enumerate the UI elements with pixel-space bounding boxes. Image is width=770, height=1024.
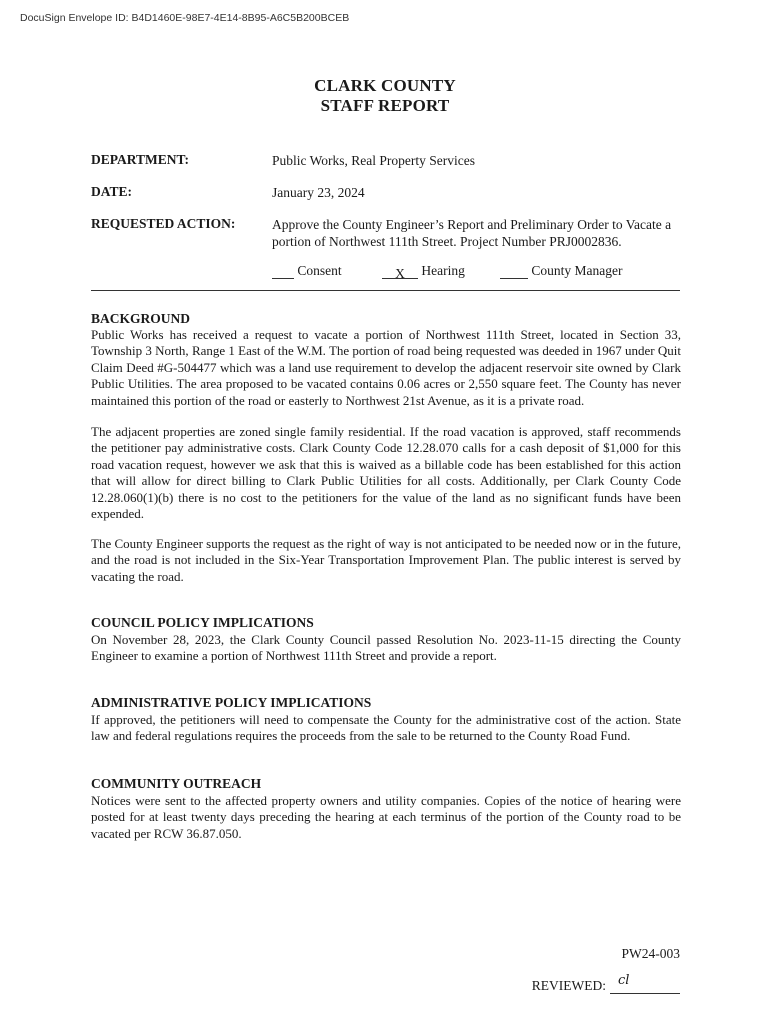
background-paragraph-1: Public Works has received a request to vacate a portion of Northwest 111th Street, located in Section 33, Township 3 North, Range 1 East of the W.M. The portion of road being requested was deeded in 1967 under Quit Claim Deed #G-504477 which was a land use requirement to develop the adjacent reservoir site owned by Clark Public Utilities. The area proposed to be vacated contains 0.06 acres or 2,550 square feet. The County has never maintained this portion of the road or easterly to Northwest 21st Avenue, as it is a private road. <box>91 327 681 408</box>
admin-policy-paragraph: If approved, the petitioners will need to compensate the County for the administrative cost of the action. State law and federal regulations requires the proceeds from the sale to be returned to the County Road Fund. <box>91 712 681 744</box>
background-heading: BACKGROUND <box>91 311 191 326</box>
consent-blank <box>272 266 294 279</box>
envelope-id: DocuSign Envelope ID: B4D1460E-98E7-4E14-8B95-A6C5B200BCEB <box>20 12 350 24</box>
manager-label: County Manager <box>531 263 623 278</box>
hearing-mark: X <box>382 266 418 279</box>
report-title: STAFF REPORT <box>320 96 450 115</box>
consent-option <box>272 263 342 279</box>
consent-label: Consent <box>297 263 342 278</box>
hearing-label: Hearing <box>421 263 465 278</box>
reviewer-signature-line <box>610 973 680 994</box>
hearing-option <box>382 263 465 279</box>
reviewed-line <box>531 973 680 994</box>
background-paragraph-2: The adjacent properties are zoned single family residential. If the road vacation is approved, staff recommends the petitioner pay administrative costs. Clark County Code 12.28.070 calls for a cash deposit of $1,000 for this road vacation request, however we ask that this is waived as a billable code has been established for this action that will allow for direct billing to Clark Public Utilities for all costs. Additionally, per Clark County Code 12.28.060(1)(b) there is no cost to the petitioners for the value of the land as no significant funds have been expended. <box>91 424 681 522</box>
department-value: Public Works, Real Property Services <box>272 153 476 168</box>
reviewer-initials: cl <box>618 973 630 988</box>
background-paragraph-3: The County Engineer supports the request as the right of way is not anticipated to be needed now or in the future, and the road is not included in the Six-Year Transportation Improvement Plan. The public interest is served by vacating the road. <box>91 536 681 584</box>
manager-blank <box>500 266 528 279</box>
date-label: DATE: <box>91 184 133 199</box>
admin-policy-heading: ADMINISTRATIVE POLICY IMPLICATIONS <box>91 695 372 710</box>
county-title: CLARK COUNTY <box>314 76 456 95</box>
requested-action-value: Approve the County Engineer’s Report and Preliminary Order to Vacate a portion of Northwest 111th Street. Project Number PRJ0002836. <box>272 217 672 249</box>
date-value: January 23, 2024 <box>272 185 365 200</box>
manager-option <box>500 263 622 279</box>
reviewed-label: REVIEWED: <box>531 978 606 993</box>
department-label: DEPARTMENT: <box>91 152 190 167</box>
report-code: PW24-003 <box>621 946 680 961</box>
community-outreach-paragraph: Notices were sent to the affected property owners and utility companies. Copies of the notice of hearing were posted for at least twenty days preceding the hearing at each terminus of the portion of the County road to be vacated per RCW 36.87.050. <box>91 793 681 841</box>
council-policy-paragraph: On November 28, 2023, the Clark County Council passed Resolution No. 2023-11-15 directing the County Engineer to examine a portion of Northwest 111th Street and provide a report. <box>91 632 681 664</box>
requested-action-label: REQUESTED ACTION: <box>91 216 236 231</box>
community-outreach-heading: COMMUNITY OUTREACH <box>91 776 262 791</box>
council-policy-heading: COUNCIL POLICY IMPLICATIONS <box>91 615 314 630</box>
header-divider <box>91 290 680 291</box>
